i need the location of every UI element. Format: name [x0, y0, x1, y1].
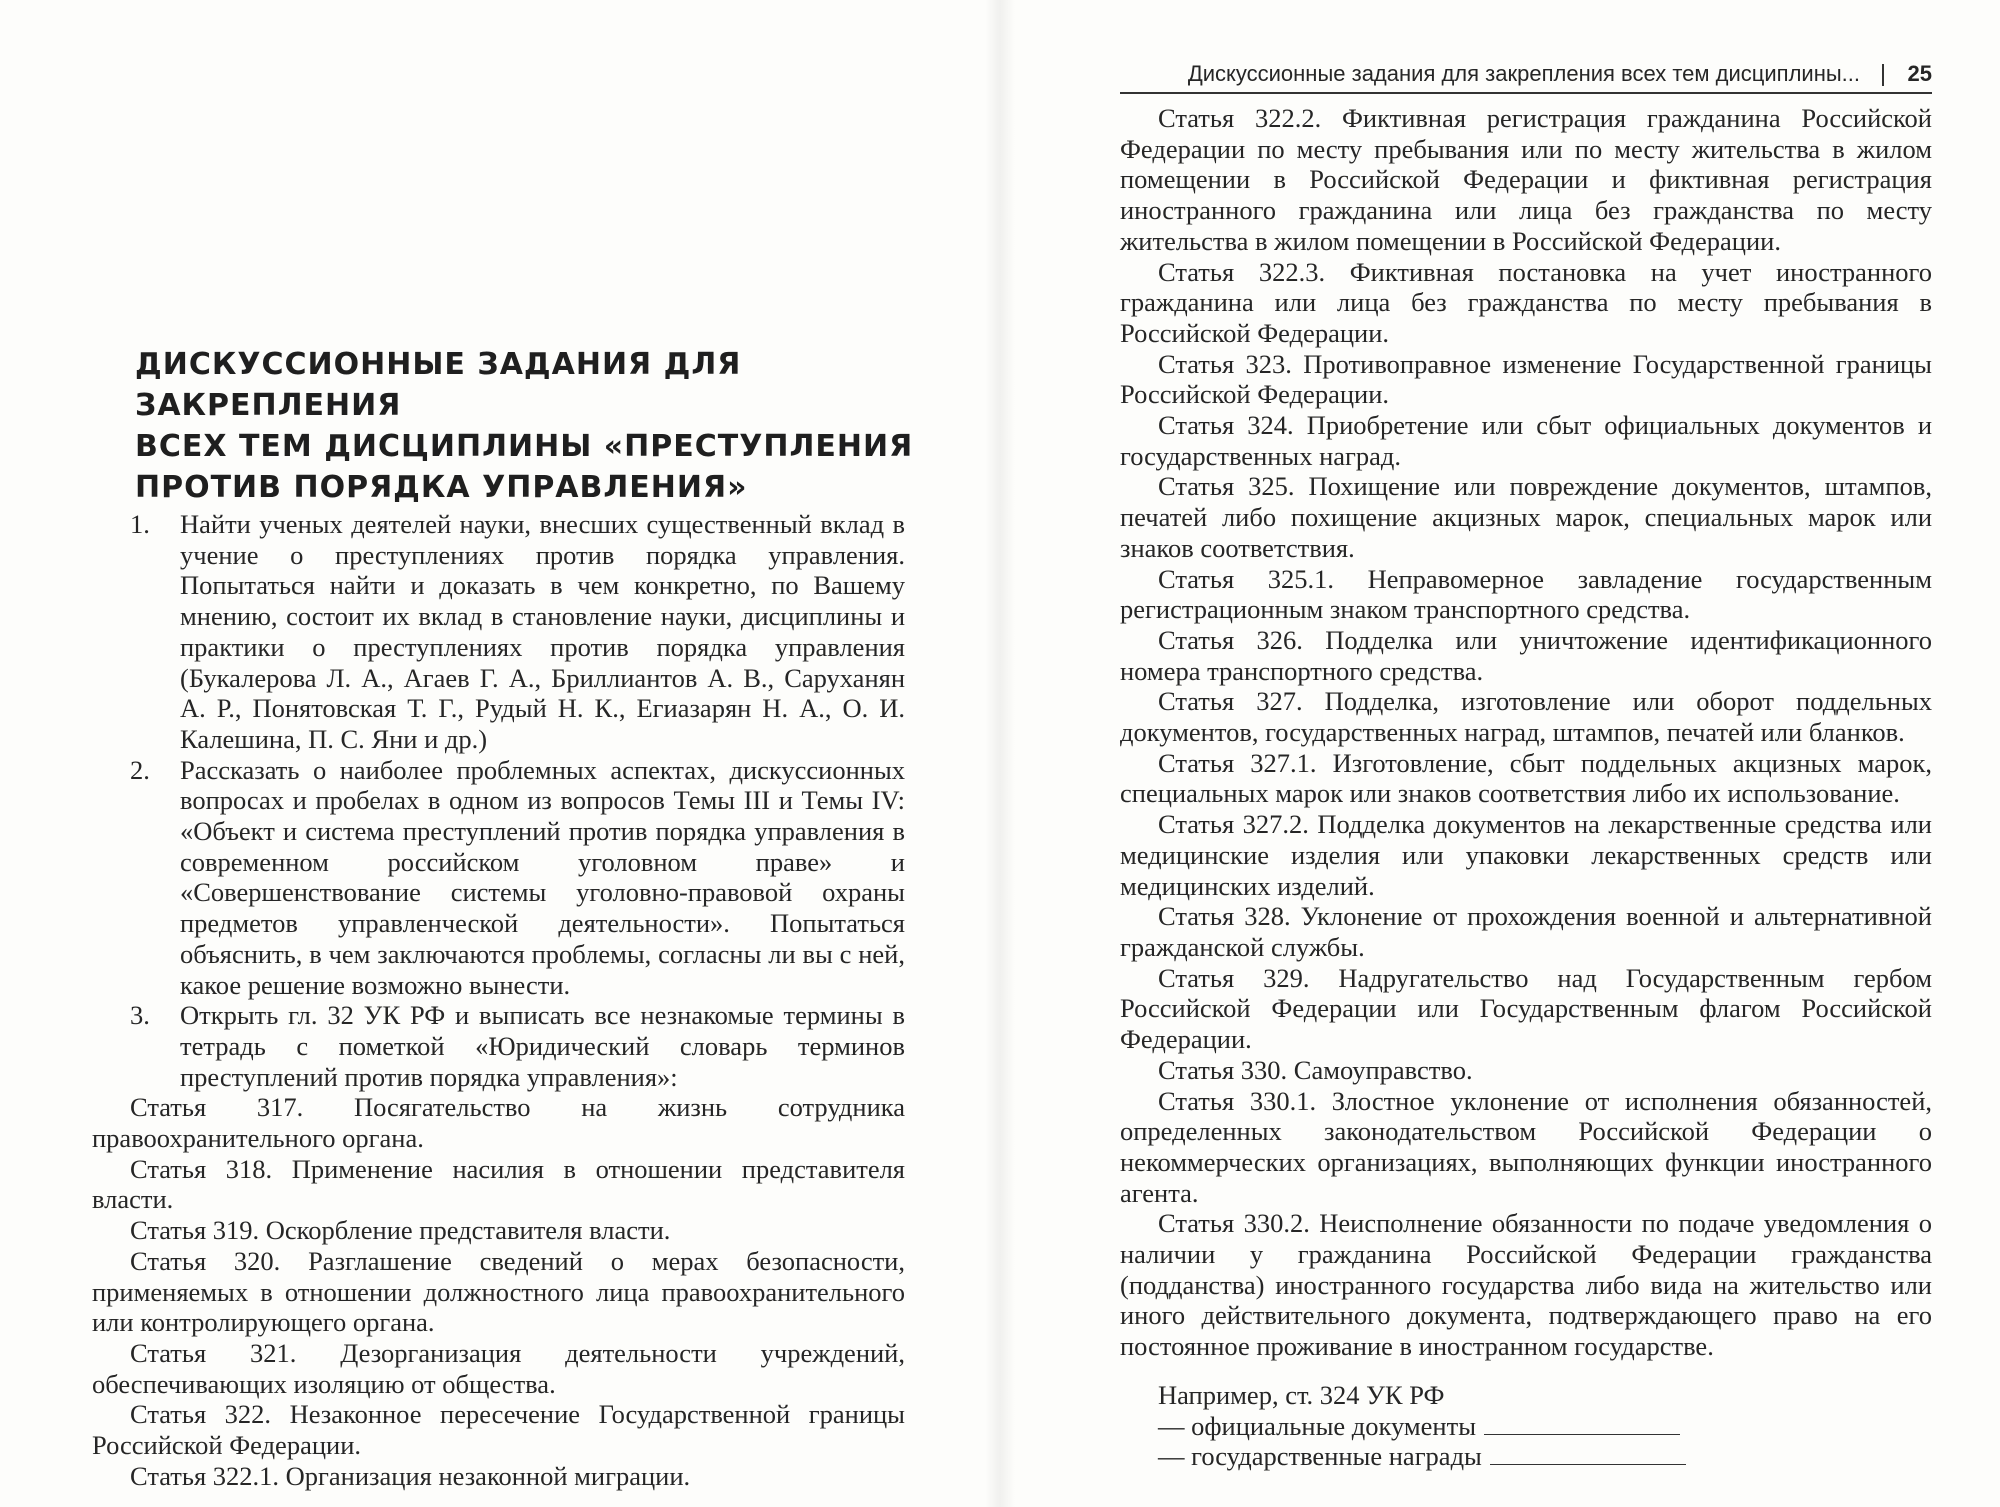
task-text: Найти ученых деятелей науки, внесших существенный вклад в учение о преступлениях против порядка управления. Попытаться найти и доказать в чем конкретно, по Вашему мнению, состоит их вклад в становление науки, дисциплины и практики о преступлениях против порядка управления (Букалерова Л. А., Агаев Г. А., Бриллиантов А. В., Саруханян А. Р., Понятовская Т. Г., Рудый Н. К., Егиазарян Н. А., О. И. Калешина, П. С. Яни и др.)	[180, 509, 905, 754]
example-block	[1120, 1380, 1932, 1472]
article-entry: Статья 327.2. Подделка документов на лекарственные средства или медицинские изделия или упаковки лекарственных средств или медицинских изделий.	[1120, 809, 1932, 901]
article-entry: Статья 323. Противоправное изменение Государственной границы Российской Федерации.	[1120, 348, 1932, 410]
task-item	[92, 509, 905, 755]
article-entry: Статья 329. Надругательство над Государственным гербом Российской Федерации или Государственным флагом Российской Федерации.	[1120, 962, 1932, 1055]
article-entry: Статья 327.1. Изготовление, сбыт поддельных акцизных марок, специальных марок или знаков соответствия либо их использование.	[1120, 747, 1932, 809]
article-entry: Статья 321. Дезорганизация деятельности учреждений, обеспечивающих изоляцию от общества.	[92, 1337, 905, 1399]
article-entry: Статья 326. Подделка или уничтожение идентификационного номера транспортного средства.	[1120, 624, 1932, 686]
task-number: 2.	[130, 754, 150, 785]
example-item	[1120, 1441, 1932, 1472]
article-entry: Статья 327. Подделка, изготовление или оборот поддельных документов, государственных наград, штампов, печатей или бланков.	[1120, 686, 1932, 748]
header-rule	[1120, 92, 1932, 94]
running-head-separator	[1882, 64, 1884, 86]
right-body-text	[1120, 103, 1932, 1472]
article-entry: Статья 330.2. Неисполнение обязанности по подаче уведомления о наличии у гражданина Российской Федерации гражданства (подданства) иностранного государства либо вида на жительство или иного действительного документа, подтверждающего право на его постоянное проживание в иностранном государстве.	[1120, 1208, 1932, 1362]
article-entry: Статья 330. Самоуправство.	[1158, 1054, 1473, 1085]
task-number: 1.	[130, 509, 150, 539]
task-item	[92, 1000, 905, 1092]
example-item	[1120, 1411, 1932, 1442]
running-head	[1120, 58, 1932, 92]
article-entry: Статья 322.1. Организация незаконной миграции.	[130, 1460, 691, 1491]
example-intro: Например, ст. 324 УК РФ	[1158, 1379, 1445, 1410]
chapter-title-line: ВСЕХ ТЕМ ДИСЦИПЛИНЫ «ПРЕСТУПЛЕНИЯ	[135, 429, 914, 464]
article-entry: Статья 322. Незаконное пересечение Государственной границы Российской Федерации.	[92, 1399, 905, 1461]
article-entry: Статья 325. Похищение или повреждение документов, штампов, печатей либо похищение акцизных марок, специальных марок или знаков соответствия.	[1120, 471, 1932, 563]
task-text: Рассказать о наиболее проблемных аспектах, дискуссионных вопросах и пробелах в одном из вопросов Темы III и Темы IV: «Объект и система преступлений против порядка управления в современном российском уголовном праве» и «Совершенствование системы уголовно-правовой охраны предметов управленческой деятельности». Попытаться объяснить, в чем заключаются проблемы, согласны ли вы с ней, какое решение возможно вынести.	[180, 754, 905, 1000]
article-entry: Статья 330.1. Злостное уклонение от исполнения обязанностей, определенных законодательством Российской Федерации о некоммерческих организациях, выполняющих функции иностранного агента.	[1120, 1085, 1932, 1208]
fill-in-blank	[1484, 1414, 1680, 1435]
task-item	[92, 755, 905, 1001]
example-item-label: — официальные документы	[1158, 1410, 1476, 1441]
fill-in-blank	[1490, 1444, 1686, 1465]
left-body-text	[92, 509, 905, 1492]
article-entry: Статья 318. Применение насилия в отношении представителя власти.	[92, 1153, 905, 1215]
article-entry: Статья 325.1. Неправомерное завладение государственным регистрационным знаком транспортного средства.	[1120, 563, 1932, 625]
chapter-title-line: ПРОТИВ ПОРЯДКА УПРАВЛЕНИЯ»	[135, 470, 748, 505]
running-head-title: Дискуссионные задания для закрепления всех тем дисциплины...	[1187, 61, 1860, 86]
article-entry: Статья 322.3. Фиктивная постановка на учет иностранного гражданина или лица без гражданства по месту пребывания в Российской Федерации.	[1120, 256, 1932, 348]
article-entry: Статья 324. Приобретение или сбыт официальных документов и государственных наград.	[1120, 410, 1932, 471]
page-number: 25	[1907, 61, 1932, 86]
article-entry: Статья 328. Уклонение от прохождения военной и альтернативной гражданской службы.	[1120, 901, 1932, 962]
chapter-title-line: ДИСКУССИОННЫЕ ЗАДАНИЯ ДЛЯ ЗАКРЕПЛЕНИЯ	[135, 347, 742, 423]
article-entry: Статья 317. Посягательство на жизнь сотрудника правоохранительного органа.	[92, 1092, 905, 1154]
example-item-label: — государственные награды	[1158, 1441, 1482, 1472]
article-entry: Статья 320. Разглашение сведений о мерах безопасности, применяемых в отношении должностного лица правоохранительного или контролирующего органа.	[92, 1245, 905, 1338]
article-entry: Статья 322.2. Фиктивная регистрация гражданина Российской Федерации по месту пребывания или по месту жительства в жилом помещении в Российской Федерации и фиктивная регистрация иностранного гражданина или лица без гражданства по месту жительства в жилом помещении в Российской Федерации.	[1120, 103, 1932, 256]
task-text: Открыть гл. 32 УК РФ и выписать все незнакомые термины в тетрадь с пометкой «Юридический словарь терминов преступлений против порядка управления»:	[180, 1000, 905, 1092]
gutter-shadow	[985, 0, 1015, 1507]
chapter-title	[135, 344, 925, 508]
article-entry: Статья 319. Оскорбление представителя власти.	[130, 1215, 671, 1246]
task-number: 3.	[130, 1000, 150, 1031]
